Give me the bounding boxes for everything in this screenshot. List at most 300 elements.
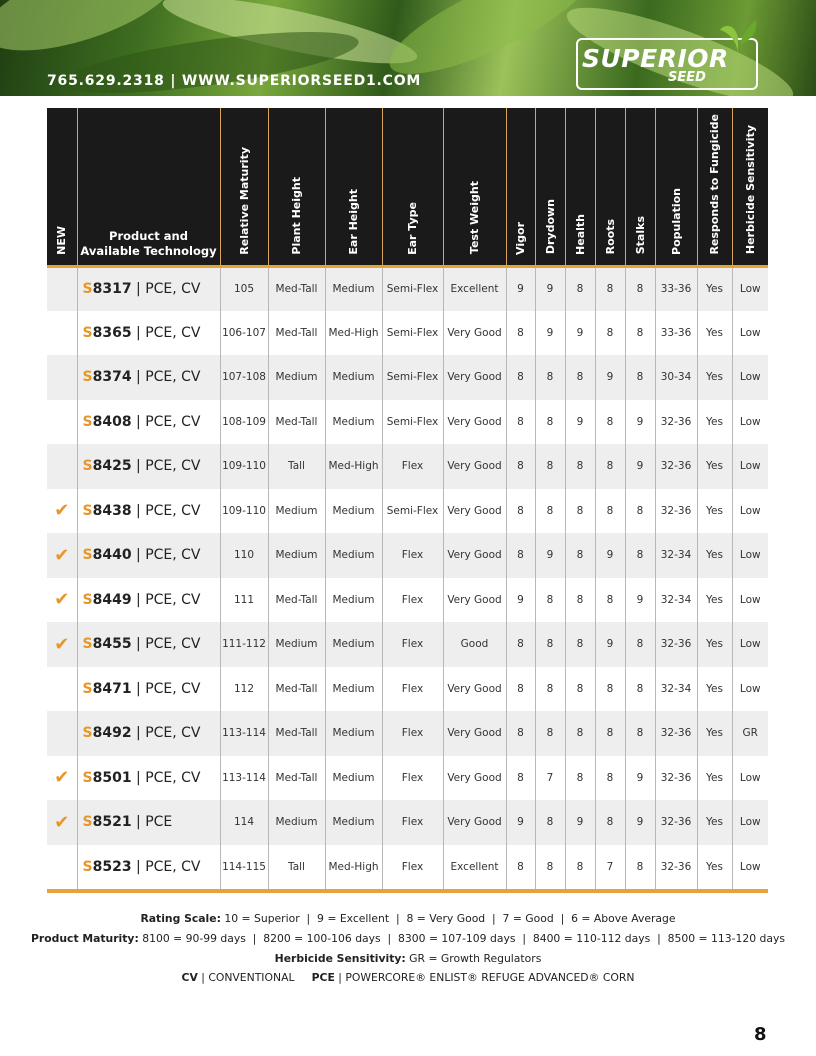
cell-fung: Yes xyxy=(697,533,732,578)
cell-roots: 7 xyxy=(595,845,625,890)
table-header-row xyxy=(47,108,768,266)
cell-herb: Low xyxy=(732,355,768,400)
cell-dry: 8 xyxy=(535,845,565,890)
cell-herb: Low xyxy=(732,311,768,356)
cell-rm: 112 xyxy=(220,667,268,712)
product-cell xyxy=(77,533,220,578)
cell-et: Semi-Flex xyxy=(382,266,443,311)
cell-roots: 8 xyxy=(595,711,625,756)
cell-health: 8 xyxy=(565,266,595,311)
col-header-herbicide-label: Herbicide Sensitivity xyxy=(743,125,757,255)
col-header-drydown xyxy=(535,108,565,266)
product-prefix: S xyxy=(82,547,93,564)
product-separator: | xyxy=(131,591,146,608)
product-maturity-legend xyxy=(0,932,816,945)
product-number: 8492 xyxy=(92,725,132,742)
product-separator: | xyxy=(131,547,146,564)
cell-roots: 9 xyxy=(595,622,625,667)
cell-eh: Medium xyxy=(325,622,382,667)
cell-pop: 32-36 xyxy=(655,845,697,890)
product-number: 8425 xyxy=(92,458,132,475)
product-number: 8317 xyxy=(92,281,132,298)
herbicide-label: Herbicide Sensitivity: xyxy=(274,952,406,965)
cell-health: 8 xyxy=(565,444,595,489)
col-header-vigor-label: Vigor xyxy=(514,221,527,255)
product-cell xyxy=(77,444,220,489)
cell-pop: 32-36 xyxy=(655,711,697,756)
cell-stalks: 9 xyxy=(625,756,655,801)
product-prefix: S xyxy=(82,324,93,341)
cell-stalks: 8 xyxy=(625,667,655,712)
new-checkmark-icon: ✔ xyxy=(47,756,77,801)
cell-pop: 30-34 xyxy=(655,355,697,400)
cell-eh: Medium xyxy=(325,667,382,712)
cell-dry: 9 xyxy=(535,266,565,311)
new-cell xyxy=(47,444,77,489)
product-separator: | xyxy=(131,502,146,519)
product-separator: | xyxy=(131,458,146,475)
cell-et: Flex xyxy=(382,800,443,845)
new-checkmark-icon: ✔ xyxy=(47,800,77,845)
cell-fung: Yes xyxy=(697,578,732,623)
legend-separator: | xyxy=(201,971,209,984)
cell-dry: 8 xyxy=(535,622,565,667)
cell-tw: Good xyxy=(443,622,506,667)
col-header-relative-maturity xyxy=(220,108,268,266)
cell-fung: Yes xyxy=(697,622,732,667)
cell-stalks: 9 xyxy=(625,400,655,445)
col-header-herbicide xyxy=(732,108,768,266)
cell-health: 9 xyxy=(565,400,595,445)
logo-main-text: SUPERIOR xyxy=(582,44,729,73)
cell-eh: Med-High xyxy=(325,845,382,890)
cell-fung: Yes xyxy=(697,444,732,489)
cell-roots: 8 xyxy=(595,800,625,845)
product-separator: | xyxy=(131,281,146,298)
herbicide-text: GR = Growth Regulators xyxy=(409,952,542,965)
technology-legend xyxy=(0,971,816,984)
new-cell xyxy=(47,667,77,712)
cell-vigor: 8 xyxy=(506,533,535,578)
cell-et: Flex xyxy=(382,711,443,756)
cell-et: Flex xyxy=(382,622,443,667)
cell-vigor: 8 xyxy=(506,355,535,400)
cell-pop: 33-36 xyxy=(655,311,697,356)
col-header-health-label: Health xyxy=(573,213,587,255)
header-banner xyxy=(0,0,816,96)
cell-tw: Very Good xyxy=(443,756,506,801)
cell-ph: Med-Tall xyxy=(268,711,325,756)
cv-text: CONVENTIONAL xyxy=(208,971,295,984)
cell-et: Flex xyxy=(382,756,443,801)
new-cell xyxy=(47,266,77,311)
cell-stalks: 8 xyxy=(625,355,655,400)
cell-pop: 32-36 xyxy=(655,400,697,445)
cell-dry: 8 xyxy=(535,489,565,534)
cell-herb: Low xyxy=(732,578,768,623)
cell-stalks: 8 xyxy=(625,489,655,534)
cell-fung: Yes xyxy=(697,266,732,311)
cell-dry: 8 xyxy=(535,400,565,445)
cell-health: 8 xyxy=(565,667,595,712)
product-cell xyxy=(77,622,220,667)
cell-health: 8 xyxy=(565,489,595,534)
table-row xyxy=(47,400,768,445)
page-number: 8 xyxy=(754,1024,767,1045)
product-number: 8501 xyxy=(92,769,132,786)
product-number: 8408 xyxy=(92,413,132,430)
cell-ph: Medium xyxy=(268,489,325,534)
col-header-roots xyxy=(595,108,625,266)
product-prefix: S xyxy=(82,281,93,298)
cell-et: Semi-Flex xyxy=(382,311,443,356)
cell-health: 8 xyxy=(565,622,595,667)
cell-ph: Medium xyxy=(268,622,325,667)
cell-roots: 8 xyxy=(595,489,625,534)
table-row xyxy=(47,756,768,801)
cell-roots: 8 xyxy=(595,578,625,623)
table-row xyxy=(47,444,768,489)
table-row xyxy=(47,622,768,667)
product-prefix: S xyxy=(82,591,93,608)
legend-separator: | xyxy=(338,971,346,984)
col-header-product: Product and Available Technology xyxy=(77,108,220,266)
cell-vigor: 8 xyxy=(506,711,535,756)
cell-dry: 9 xyxy=(535,533,565,578)
product-number: 8449 xyxy=(92,591,132,608)
product-technology: PCE xyxy=(145,814,173,831)
col-header-stalks-label: Stalks xyxy=(633,216,647,255)
cell-dry: 8 xyxy=(535,355,565,400)
table-bottom-rule xyxy=(47,889,768,893)
product-technology: PCE, CV xyxy=(145,636,201,653)
cell-vigor: 8 xyxy=(506,400,535,445)
cell-tw: Very Good xyxy=(443,711,506,756)
cell-herb: Low xyxy=(732,266,768,311)
table-row xyxy=(47,800,768,845)
contact-info: 765.629.2318 | WWW.SUPERIORSEED1.COM xyxy=(47,73,422,89)
new-cell xyxy=(47,355,77,400)
cell-health: 8 xyxy=(565,711,595,756)
cell-herb: Low xyxy=(732,800,768,845)
cell-rm: 108-109 xyxy=(220,400,268,445)
cell-roots: 8 xyxy=(595,311,625,356)
col-header-new-label: NEW xyxy=(55,225,69,255)
cell-vigor: 8 xyxy=(506,667,535,712)
cell-ph: Med-Tall xyxy=(268,400,325,445)
cell-roots: 8 xyxy=(595,444,625,489)
superior-seed-logo xyxy=(576,14,756,88)
cell-roots: 9 xyxy=(595,355,625,400)
cell-vigor: 8 xyxy=(506,622,535,667)
product-technology: PCE, CV xyxy=(145,547,201,564)
product-technology: PCE, CV xyxy=(145,591,201,608)
table-row xyxy=(47,578,768,623)
cell-vigor: 8 xyxy=(506,444,535,489)
product-prefix: S xyxy=(82,725,93,742)
col-header-plant-height-label: Plant Height xyxy=(290,176,303,255)
product-cell xyxy=(77,578,220,623)
cell-dry: 8 xyxy=(535,800,565,845)
new-checkmark-icon: ✔ xyxy=(47,622,77,667)
col-header-plant-height xyxy=(268,108,325,266)
new-cell xyxy=(47,845,77,890)
product-maturity-text: 8100 = 90-99 days | 8200 = 100-106 days | 8300 = 107-109 days | 8400 = 110-112 days | 8500 = 113-120 days xyxy=(142,932,786,945)
col-header-test-weight-label: Test Weight xyxy=(468,181,481,255)
table-row xyxy=(47,667,768,712)
product-cell xyxy=(77,667,220,712)
product-cell xyxy=(77,400,220,445)
product-cell xyxy=(77,489,220,534)
cell-tw: Very Good xyxy=(443,489,506,534)
cell-herb: GR xyxy=(732,711,768,756)
cell-health: 8 xyxy=(565,533,595,578)
cell-tw: Very Good xyxy=(443,533,506,578)
cell-pop: 32-34 xyxy=(655,533,697,578)
cell-pop: 32-36 xyxy=(655,800,697,845)
cell-health: 8 xyxy=(565,756,595,801)
cell-rm: 111-112 xyxy=(220,622,268,667)
cell-roots: 9 xyxy=(595,533,625,578)
cell-eh: Med-High xyxy=(325,444,382,489)
col-header-ear-type xyxy=(382,108,443,266)
pce-text: POWERCORE® ENLIST® REFUGE ADVANCED® CORN xyxy=(345,971,635,984)
cv-label: CV xyxy=(181,971,198,984)
cell-ph: Tall xyxy=(268,845,325,890)
cell-ph: Med-Tall xyxy=(268,266,325,311)
rating-scale-label: Rating Scale: xyxy=(140,912,221,925)
new-cell xyxy=(47,400,77,445)
cell-fung: Yes xyxy=(697,711,732,756)
cell-herb: Low xyxy=(732,667,768,712)
product-prefix: S xyxy=(82,858,93,875)
col-header-test-weight xyxy=(443,108,506,266)
product-number: 8440 xyxy=(92,547,132,564)
logo-sub-text: SEED xyxy=(668,70,706,85)
cell-tw: Very Good xyxy=(443,355,506,400)
cell-ph: Med-Tall xyxy=(268,311,325,356)
cell-dry: 8 xyxy=(535,578,565,623)
cell-vigor: 9 xyxy=(506,800,535,845)
pce-label: PCE xyxy=(311,971,335,984)
cell-et: Flex xyxy=(382,845,443,890)
cell-eh: Medium xyxy=(325,800,382,845)
new-cell xyxy=(47,311,77,356)
product-cell xyxy=(77,800,220,845)
rating-scale-text: 10 = Superior | 9 = Excellent | 8 = Very Good | 7 = Good | 6 = Above Average xyxy=(224,912,676,925)
cell-stalks: 9 xyxy=(625,444,655,489)
cell-ph: Medium xyxy=(268,800,325,845)
product-separator: | xyxy=(131,769,146,786)
cell-rm: 110 xyxy=(220,533,268,578)
cell-stalks: 8 xyxy=(625,845,655,890)
product-number: 8471 xyxy=(92,680,132,697)
cell-et: Flex xyxy=(382,578,443,623)
table-row xyxy=(47,489,768,534)
cell-pop: 33-36 xyxy=(655,266,697,311)
cell-herb: Low xyxy=(732,622,768,667)
rating-scale-legend xyxy=(0,912,816,925)
cell-pop: 32-36 xyxy=(655,489,697,534)
cell-eh: Medium xyxy=(325,533,382,578)
product-prefix: S xyxy=(82,680,93,697)
cell-herb: Low xyxy=(732,444,768,489)
cell-herb: Low xyxy=(732,756,768,801)
product-number: 8374 xyxy=(92,369,132,386)
cell-eh: Medium xyxy=(325,400,382,445)
product-separator: | xyxy=(131,636,146,653)
col-header-fungicide xyxy=(697,108,732,266)
cell-et: Semi-Flex xyxy=(382,489,443,534)
product-prefix: S xyxy=(82,636,93,653)
product-number: 8455 xyxy=(92,636,132,653)
cell-rm: 114 xyxy=(220,800,268,845)
cell-ph: Medium xyxy=(268,355,325,400)
cell-health: 9 xyxy=(565,800,595,845)
cell-roots: 8 xyxy=(595,756,625,801)
product-cell xyxy=(77,845,220,890)
product-maturity-label: Product Maturity: xyxy=(30,932,139,945)
herbicide-legend xyxy=(0,952,816,965)
table-row xyxy=(47,355,768,400)
cell-vigor: 8 xyxy=(506,845,535,890)
product-cell xyxy=(77,311,220,356)
cell-rm: 107-108 xyxy=(220,355,268,400)
product-prefix: S xyxy=(82,369,93,386)
cell-pop: 32-34 xyxy=(655,578,697,623)
product-technology: PCE, CV xyxy=(145,680,201,697)
cell-fung: Yes xyxy=(697,355,732,400)
cell-pop: 32-36 xyxy=(655,622,697,667)
table-row xyxy=(47,266,768,311)
cell-vigor: 8 xyxy=(506,311,535,356)
new-checkmark-icon: ✔ xyxy=(47,533,77,578)
cell-stalks: 8 xyxy=(625,711,655,756)
cell-rm: 114-115 xyxy=(220,845,268,890)
cell-fung: Yes xyxy=(697,400,732,445)
cell-et: Flex xyxy=(382,444,443,489)
cell-eh: Medium xyxy=(325,578,382,623)
cell-rm: 113-114 xyxy=(220,711,268,756)
product-number: 8523 xyxy=(92,858,132,875)
cell-rm: 113-114 xyxy=(220,756,268,801)
cell-herb: Low xyxy=(732,845,768,890)
product-technology: PCE, CV xyxy=(145,413,201,430)
col-header-roots-label: Roots xyxy=(603,219,617,255)
new-cell xyxy=(47,711,77,756)
col-header-stalks xyxy=(625,108,655,266)
cell-fung: Yes xyxy=(697,800,732,845)
cell-tw: Very Good xyxy=(443,800,506,845)
cell-eh: Med-High xyxy=(325,311,382,356)
col-header-vigor xyxy=(506,108,535,266)
cell-ph: Med-Tall xyxy=(268,578,325,623)
product-table xyxy=(47,108,768,893)
product-separator: | xyxy=(131,369,146,386)
cell-tw: Very Good xyxy=(443,667,506,712)
product-technology: PCE, CV xyxy=(145,769,201,786)
cell-fung: Yes xyxy=(697,667,732,712)
new-checkmark-icon: ✔ xyxy=(47,489,77,534)
cell-eh: Medium xyxy=(325,355,382,400)
cell-fung: Yes xyxy=(697,756,732,801)
cell-pop: 32-34 xyxy=(655,667,697,712)
product-separator: | xyxy=(131,413,146,430)
cell-roots: 8 xyxy=(595,400,625,445)
col-header-population-label: Population xyxy=(669,187,683,255)
product-number: 8365 xyxy=(92,324,132,341)
cell-et: Semi-Flex xyxy=(382,355,443,400)
cell-dry: 8 xyxy=(535,444,565,489)
product-technology: PCE, CV xyxy=(145,369,201,386)
cell-dry: 9 xyxy=(535,311,565,356)
col-header-health xyxy=(565,108,595,266)
cell-tw: Excellent xyxy=(443,845,506,890)
cell-rm: 106-107 xyxy=(220,311,268,356)
cell-dry: 8 xyxy=(535,711,565,756)
col-header-population xyxy=(655,108,697,266)
product-separator: | xyxy=(131,680,146,697)
sprout-icon xyxy=(718,14,758,54)
product-prefix: S xyxy=(82,814,93,831)
col-header-ear-height-label: Ear Height xyxy=(347,188,360,255)
product-separator: | xyxy=(131,814,146,831)
product-technology: PCE, CV xyxy=(145,458,201,475)
cell-rm: 109-110 xyxy=(220,444,268,489)
col-header-relative-maturity-label: Relative Maturity xyxy=(237,146,251,255)
product-prefix: S xyxy=(82,502,93,519)
cell-ph: Tall xyxy=(268,444,325,489)
table-row xyxy=(47,711,768,756)
product-cell xyxy=(77,756,220,801)
cell-tw: Very Good xyxy=(443,444,506,489)
col-header-ear-type-label: Ear Type xyxy=(406,201,419,255)
cell-et: Flex xyxy=(382,533,443,578)
table-row xyxy=(47,533,768,578)
cell-et: Semi-Flex xyxy=(382,400,443,445)
cell-ph: Medium xyxy=(268,533,325,578)
cell-tw: Very Good xyxy=(443,400,506,445)
cell-health: 8 xyxy=(565,578,595,623)
product-prefix: S xyxy=(82,769,93,786)
product-technology: PCE, CV xyxy=(145,324,201,341)
cell-fung: Yes xyxy=(697,489,732,534)
cell-tw: Very Good xyxy=(443,578,506,623)
cell-roots: 8 xyxy=(595,266,625,311)
cell-pop: 32-36 xyxy=(655,756,697,801)
cell-eh: Medium xyxy=(325,489,382,534)
cell-vigor: 9 xyxy=(506,266,535,311)
cell-pop: 32-36 xyxy=(655,444,697,489)
product-technology: PCE, CV xyxy=(145,858,201,875)
cell-herb: Low xyxy=(732,400,768,445)
product-technology: PCE, CV xyxy=(145,725,201,742)
cell-rm: 111 xyxy=(220,578,268,623)
cell-rm: 109-110 xyxy=(220,489,268,534)
col-header-drydown-label: Drydown xyxy=(543,199,557,255)
product-separator: | xyxy=(131,725,146,742)
cell-fung: Yes xyxy=(697,845,732,890)
cell-health: 9 xyxy=(565,311,595,356)
col-header-fungicide-label: Responds to Fungicide xyxy=(708,114,721,255)
cell-stalks: 9 xyxy=(625,578,655,623)
table-row xyxy=(47,311,768,356)
cell-dry: 7 xyxy=(535,756,565,801)
cell-vigor: 8 xyxy=(506,489,535,534)
cell-ph: Med-Tall xyxy=(268,667,325,712)
cell-fung: Yes xyxy=(697,311,732,356)
product-prefix: S xyxy=(82,413,93,430)
